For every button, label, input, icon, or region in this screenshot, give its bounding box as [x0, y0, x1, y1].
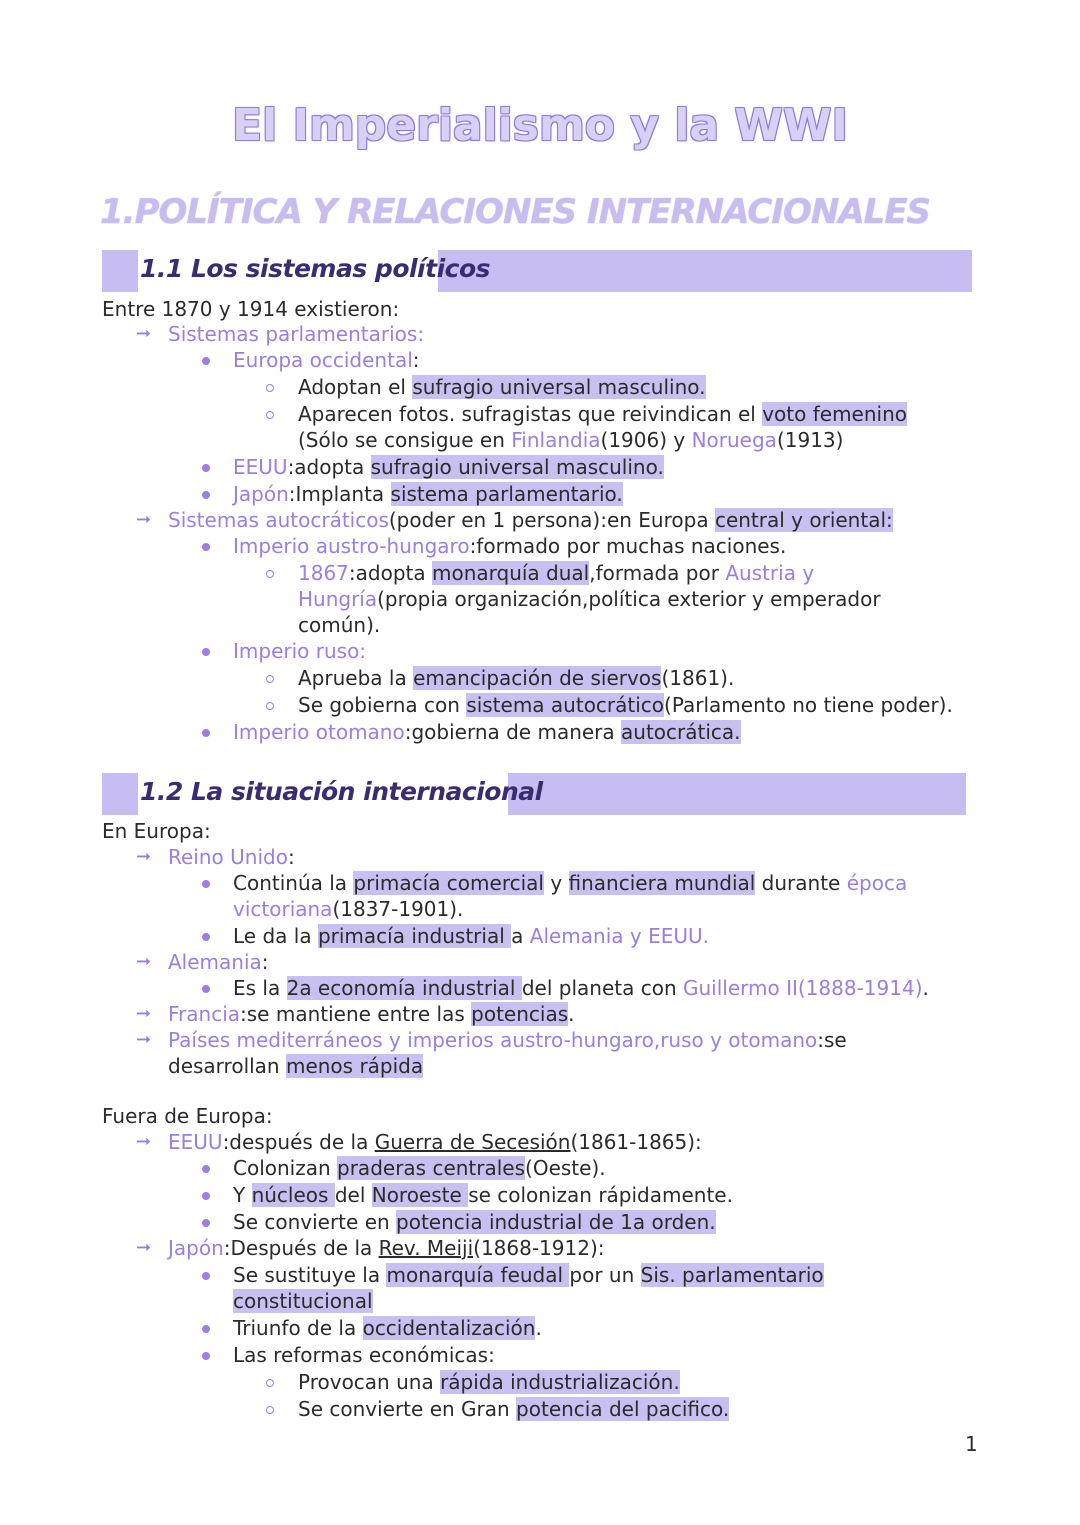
- ruso-line: Imperio ruso:: [233, 639, 367, 663]
- bullet-icon: [202, 933, 210, 941]
- japon-line: Japón:Implanta sistema parlamentario.: [233, 482, 623, 506]
- aparecen-line: Aparecen fotos. sufragistas que reivindican el voto femenino: [298, 402, 908, 426]
- adoptan-line: Adoptan el sufragio universal masculino.: [298, 375, 706, 399]
- nucleos-line: Y núcleos del Noroeste se colonizan rápidamente.: [233, 1183, 733, 1207]
- constitucional-line: constitucional: [233, 1289, 373, 1313]
- europa-line: En Europa:: [102, 819, 211, 843]
- arrow-icon: ➞: [136, 951, 152, 972]
- provocan-line: Provocan una rápida industrialización.: [298, 1370, 680, 1394]
- le-da-line: Le da la primacía industrial a Alemania y EEUU.: [233, 924, 709, 948]
- hungria-line: Hungría(propia organización,política exterior y emperador: [298, 587, 881, 611]
- otomano-line: Imperio otomano:gobierna de manera autocrática.: [233, 720, 741, 744]
- heading-politica: 1.POLÍTICA Y RELACIONES INTERNACIONALES: [100, 192, 931, 232]
- reformas-line: Las reformas económicas:: [233, 1343, 495, 1367]
- gobierna-line: Se gobierna con sistema autocrático(Parlamento no tiene poder).: [298, 693, 953, 717]
- arrow-icon: ➞: [136, 1029, 152, 1050]
- comun-line: común).: [298, 613, 381, 637]
- desarrollan-line: desarrollan menos rápida: [168, 1054, 424, 1078]
- bullet-icon: [202, 985, 210, 993]
- triunfo-line: Triunfo de la occidentalización.: [233, 1316, 542, 1340]
- document-title: El Imperialismo y la WWI: [232, 100, 848, 151]
- francia-line: Francia:se mantiene entre las potencias.: [168, 1002, 575, 1026]
- japon-meiji-line: Japón:Después de la Rev. Meiji(1868-1912):: [168, 1236, 605, 1260]
- bullet-icon: [202, 880, 210, 888]
- fuera-line: Fuera de Europa:: [102, 1104, 273, 1128]
- bullet-icon: [202, 464, 210, 472]
- colonizan-line: Colonizan praderas centrales(Oeste).: [233, 1156, 606, 1180]
- bullet-icon: [202, 648, 210, 656]
- aprueba-line: Aprueba la emancipación de siervos(1861).: [298, 666, 735, 690]
- arrow-icon: ➞: [136, 1003, 152, 1024]
- es-la-line: Es la 2a economía industrial del planeta con Guillermo II(1888-1914).: [233, 976, 929, 1000]
- alemania-line: Alemania:: [168, 950, 269, 974]
- circle-bullet-icon: [266, 675, 274, 683]
- bullet-icon: [202, 1352, 210, 1360]
- bullet-icon: [202, 1192, 210, 1200]
- circle-bullet-icon: [266, 411, 274, 419]
- bullet-icon: [202, 729, 210, 737]
- sustituye-line: Se sustituye la monarquía feudal por un Sis. parlamentario: [233, 1263, 824, 1287]
- austro-line: Imperio austro-hungaro:formado por muchas naciones.: [233, 534, 787, 558]
- convierte-line: Se convierte en potencia industrial de 1a orden.: [233, 1210, 716, 1234]
- circle-bullet-icon: [266, 1379, 274, 1387]
- arrow-icon: ➞: [136, 509, 152, 530]
- reino-unido-line: Reino Unido:: [168, 845, 295, 869]
- bullet-icon: [202, 491, 210, 499]
- intro-line: Entre 1870 y 1914 existieron:: [102, 297, 400, 321]
- autocraticos-line: Sistemas autocráticos(poder en 1 persona):en Europa central y oriental:: [168, 508, 893, 532]
- eeuu-line: EEUU:adopta sufragio universal masculino.: [233, 455, 664, 479]
- solo-line: (Sólo se consigue en Finlandia(1906) y Noruega(1913): [298, 428, 844, 452]
- y1867-line: 1867:adopta monarquía dual,formada por Austria y: [298, 561, 815, 585]
- europa-occidental-line: Europa occidental:: [233, 348, 420, 372]
- circle-bullet-icon: [266, 1406, 274, 1414]
- circle-bullet-icon: [266, 570, 274, 578]
- continua-line: Continúa la primacía comercial y financiera mundial durante época: [233, 871, 908, 895]
- page-number: 1: [965, 1432, 978, 1456]
- eeuu-secesion-line: EEUU:después de la Guerra de Secesión(1861-1865):: [168, 1130, 702, 1154]
- mediterraneos-line: Países mediterráneos y imperios austro-hungaro,ruso y otomano:se: [168, 1028, 847, 1052]
- bullet-icon: [202, 1325, 210, 1333]
- section-title-1-1: 1.1 Los sistemas políticos: [140, 254, 491, 283]
- bullet-icon: [202, 357, 210, 365]
- circle-bullet-icon: [266, 702, 274, 710]
- bullet-icon: [202, 1165, 210, 1173]
- arrow-icon: ➞: [136, 1237, 152, 1258]
- victoriana-line: victoriana(1837-1901).: [233, 897, 464, 921]
- arrow-icon: ➞: [136, 1131, 152, 1152]
- section-title-1-2: 1.2 La situación internacional: [140, 777, 543, 806]
- circle-bullet-icon: [266, 384, 274, 392]
- bullet-icon: [202, 1272, 210, 1280]
- bullet-icon: [202, 1219, 210, 1227]
- arrow-icon: ➞: [136, 323, 152, 344]
- arrow-icon: ➞: [136, 846, 152, 867]
- gran-potencia-line: Se convierte en Gran potencia del pacifico.: [298, 1397, 730, 1421]
- parlamentarios-line: Sistemas parlamentarios:: [168, 322, 425, 346]
- bullet-icon: [202, 543, 210, 551]
